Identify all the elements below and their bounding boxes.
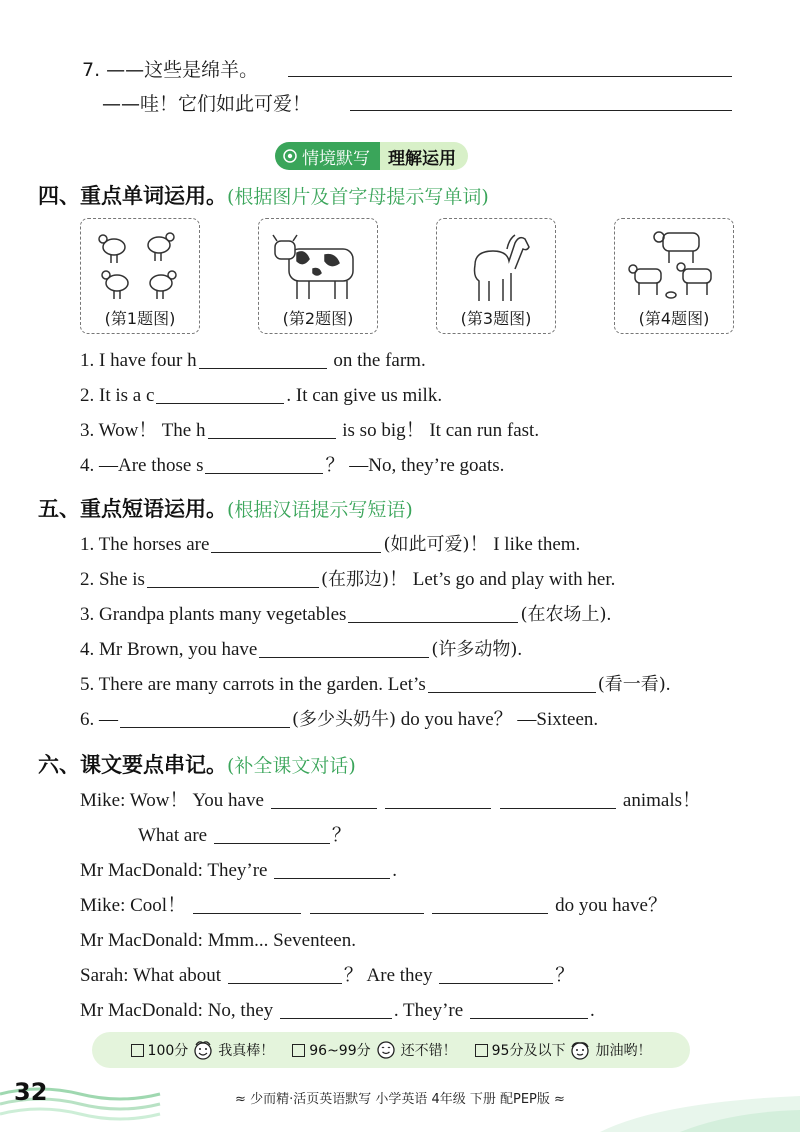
- score-100-text: 我真棒！: [218, 1043, 275, 1059]
- section6-heading: [38, 752, 356, 779]
- score-bar: [92, 1032, 690, 1068]
- s4-q3: [80, 419, 539, 443]
- footer-text: ≈ 少而精·活页英语默写 小学英语 4年级 下册 配PEP版 ≈: [235, 1092, 565, 1107]
- s5-q4-blank[interactable]: [259, 639, 429, 658]
- goats-icon: [623, 225, 723, 305]
- section5-title: 五、重点短语运用。: [38, 497, 227, 521]
- score-95-label: 95分及以下: [491, 1043, 566, 1059]
- s5-q4-post: .: [517, 639, 523, 660]
- s5-q1-blank[interactable]: [211, 534, 381, 553]
- picture-3-horse: [436, 218, 556, 334]
- q7-answer-line1[interactable]: [288, 76, 732, 77]
- picture-2-caption: (第2题图): [282, 309, 354, 328]
- s4-q4-post: ？ —No, they’re goats.: [325, 455, 505, 476]
- s6-l4-blank-1[interactable]: [193, 895, 301, 914]
- badge-right-text: 理解运用: [388, 148, 456, 169]
- s4-q4: [80, 454, 504, 478]
- s4-q1-post: on the farm.: [333, 350, 426, 371]
- s6-l4-blank-2[interactable]: [310, 895, 424, 914]
- s6-l1-blank-3[interactable]: [500, 790, 616, 809]
- s6-l5: [80, 929, 356, 953]
- s6-l7-blank-1[interactable]: [280, 1000, 392, 1019]
- s6-l7-blank-2[interactable]: [470, 1000, 588, 1019]
- s6-l1-blank-1[interactable]: [271, 790, 377, 809]
- s5-q5: [80, 673, 671, 697]
- horse-icon: [445, 225, 545, 305]
- s6-l6-mid: ？ Are they: [343, 965, 433, 986]
- q7-line1: [82, 58, 258, 82]
- chickens-icon: [89, 225, 189, 305]
- s6-l3-post: .: [392, 860, 397, 881]
- s5-q5-pre: 5. There are many carrots in the garden. Let’s: [80, 674, 426, 695]
- s6-l2-post: ？: [331, 825, 351, 846]
- s6-l2-blank[interactable]: [214, 825, 330, 844]
- s6-l6-blank-2[interactable]: [439, 965, 553, 984]
- s4-q2-pre: 2. It is a c: [80, 385, 155, 406]
- s5-q5-blank[interactable]: [428, 674, 596, 693]
- s6-l1-blank-2[interactable]: [385, 790, 491, 809]
- s6-l4: [80, 894, 667, 918]
- s5-q3-hint: (在农场上): [520, 604, 607, 625]
- s5-q2-blank[interactable]: [147, 569, 319, 588]
- smile-face-icon: [375, 1039, 397, 1061]
- score-96-text: 还不错！: [400, 1043, 457, 1059]
- score-option-95: [475, 1039, 652, 1061]
- cheer-face-icon: [569, 1039, 591, 1061]
- s6-l7: [80, 999, 595, 1023]
- picture-3-caption: (第3题图): [460, 309, 532, 328]
- section6-title: 六、课文要点串记。: [38, 753, 227, 777]
- cow-icon: [267, 225, 367, 305]
- score-option-100: [131, 1039, 275, 1061]
- q7-line1-text: 7. ——这些是绵羊。: [82, 59, 259, 81]
- score-checkbox-95[interactable]: [475, 1044, 488, 1057]
- badge-icon: [283, 149, 297, 163]
- s6-l1-pre: Mike: Wow！ You have: [80, 790, 264, 811]
- s6-l4-pre: Mike: Cool！: [80, 895, 187, 916]
- s5-q1-pre: 1. The horses are: [80, 534, 210, 555]
- score-96-label: 96~99分: [309, 1043, 371, 1059]
- s5-q6-hint: (多少头奶牛): [292, 709, 397, 730]
- s5-q1-hint: (如此可爱): [383, 534, 470, 555]
- s5-q4-pre: 4. Mr Brown, you have: [80, 639, 258, 660]
- section-badge: [275, 141, 468, 171]
- picture-4-caption: (第4题图): [638, 309, 710, 328]
- s5-q2-post: ！ Let’s go and play with her.: [388, 569, 616, 590]
- s6-l2: [138, 824, 351, 848]
- s6-l1: [80, 789, 701, 813]
- s5-q2: [80, 568, 615, 592]
- score-100-label: 100分: [147, 1043, 189, 1059]
- score-option-96: [292, 1039, 456, 1061]
- s6-l3-blank[interactable]: [274, 860, 390, 879]
- s6-l1-post: animals！: [622, 790, 702, 811]
- q7-line2: [102, 92, 311, 116]
- s4-q3-post: is so big！ It can run fast.: [342, 420, 540, 441]
- s6-l6: [80, 964, 574, 988]
- picture-1-caption: (第1题图): [104, 309, 176, 328]
- s5-q4: [80, 638, 522, 662]
- s4-q1-pre: 1. I have four h: [80, 350, 197, 371]
- s6-l7-mid: . They’re: [393, 1000, 464, 1021]
- s5-q3-pre: 3. Grandpa plants many vegetables: [80, 604, 347, 625]
- s4-q4-pre: 4. —Are those s: [80, 455, 204, 476]
- s4-q1: [80, 349, 426, 373]
- s6-l4-post: do you have？: [555, 895, 667, 916]
- happy-face-icon: [192, 1039, 214, 1061]
- s6-l3-pre: Mr MacDonald: They’re: [80, 860, 268, 881]
- s5-q3-blank[interactable]: [348, 604, 518, 623]
- s6-l2-pre: What are: [138, 825, 208, 846]
- s5-q5-post: .: [665, 674, 671, 695]
- s6-l6-post: ？: [555, 965, 575, 986]
- s4-q3-blank[interactable]: [208, 420, 336, 439]
- s5-q6-blank[interactable]: [120, 709, 290, 728]
- s6-l6-pre: Sarah: What about: [80, 965, 222, 986]
- s5-q1-post: ！ I like them.: [469, 534, 581, 555]
- s6-l7-post: .: [589, 1000, 595, 1021]
- picture-4-goats: [614, 218, 734, 334]
- section6-hint: (补全课文对话): [227, 755, 356, 777]
- s5-q6: [80, 708, 598, 732]
- section4-title: 四、重点单词运用。: [38, 184, 227, 208]
- badge-right: [380, 142, 468, 170]
- section4-hint: (根据图片及首字母提示写单词): [227, 186, 489, 208]
- s5-q6-post: do you have？ —Sixteen.: [400, 709, 599, 730]
- s5-q3-post: .: [606, 604, 612, 625]
- s4-q2-blank[interactable]: [156, 385, 284, 404]
- s4-q2-post: . It can give us milk.: [286, 385, 443, 406]
- s5-q4-hint: (许多动物): [431, 639, 518, 660]
- s4-q4-blank[interactable]: [205, 455, 323, 474]
- score-checkbox-100[interactable]: [131, 1044, 144, 1057]
- section4-heading: [38, 183, 489, 210]
- s6-l7-pre: Mr MacDonald: No, they: [80, 1000, 274, 1021]
- s6-l6-blank-1[interactable]: [228, 965, 342, 984]
- s5-q6-pre: 6. —: [80, 709, 118, 730]
- s5-q2-hint: (在那边): [320, 569, 389, 590]
- badge-left-text: 情境默写: [302, 148, 370, 169]
- picture-1-chickens: [80, 218, 200, 334]
- s4-q3-pre: 3. Wow！ The h: [80, 420, 206, 441]
- badge-left: [275, 142, 380, 170]
- s4-q1-blank[interactable]: [199, 350, 327, 369]
- s5-q1: [80, 533, 580, 557]
- page-number: 32: [14, 1078, 48, 1106]
- s6-l3: [80, 859, 397, 883]
- score-95-text: 加油哟！: [595, 1043, 652, 1059]
- s5-q3: [80, 603, 611, 627]
- section5-hint: (根据汉语提示写短语): [227, 499, 413, 521]
- picture-2-cow: [258, 218, 378, 334]
- s5-q5-hint: (看一看): [597, 674, 666, 695]
- q7-answer-line2[interactable]: [350, 110, 732, 111]
- score-checkbox-96[interactable]: [292, 1044, 305, 1057]
- section5-heading: [38, 496, 413, 523]
- q7-line2-text: ——哇！它们如此可爱！: [102, 93, 312, 115]
- s6-l4-blank-3[interactable]: [432, 895, 548, 914]
- s6-l5-pre: Mr MacDonald: Mmm... Seventeen.: [80, 930, 356, 951]
- s5-q2-pre: 2. She is: [80, 569, 145, 590]
- s4-q2: [80, 384, 442, 408]
